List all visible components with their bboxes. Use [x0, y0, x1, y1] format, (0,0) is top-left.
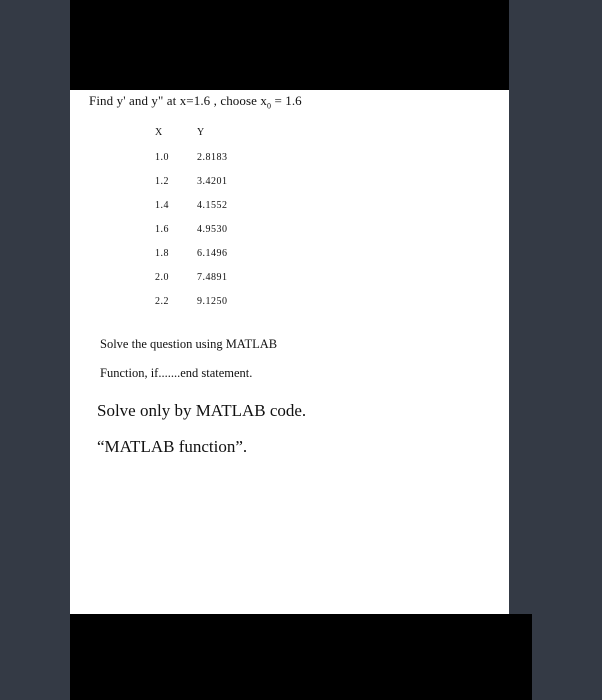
cell-x: 1.0: [155, 152, 169, 163]
cell-x: 1.2: [155, 176, 169, 187]
header-x: X: [155, 127, 163, 138]
cell-x: 1.8: [155, 248, 169, 259]
instruction-line-3: Solve only by MATLAB code.: [97, 401, 307, 420]
cell-y: 7.4891: [197, 272, 228, 283]
cell-x: 1.6: [155, 224, 169, 235]
cell-x: 1.4: [155, 200, 169, 211]
right-margin: [509, 0, 602, 700]
cell-y: 2.8183: [197, 152, 228, 163]
cell-x: 2.0: [155, 272, 169, 283]
instruction-line-2: Function, if.......end statement.: [100, 366, 253, 380]
question-suffix: = 1.6: [271, 93, 302, 108]
question-prefix: Find y' and y" at x=1.6 , choose x: [89, 93, 267, 108]
header-y: Y: [197, 127, 205, 138]
question-subscript: 0: [266, 101, 272, 111]
data-table: [70, 90, 509, 614]
cell-y: 3.4201: [197, 176, 228, 187]
bottom-black-band: [70, 614, 532, 700]
instruction-line-1: Solve the question using MATLAB: [100, 337, 278, 351]
cell-y: 4.9530: [197, 224, 228, 235]
cell-y: 9.1250: [197, 296, 228, 307]
cell-y: 4.1552: [197, 200, 228, 211]
instruction-line-4: “MATLAB function”.: [97, 437, 248, 456]
cell-y: 6.1496: [197, 248, 228, 259]
top-black-band: [70, 0, 509, 90]
left-margin: [0, 0, 70, 700]
cell-x: 2.2: [155, 296, 169, 307]
document-page: [70, 90, 509, 614]
